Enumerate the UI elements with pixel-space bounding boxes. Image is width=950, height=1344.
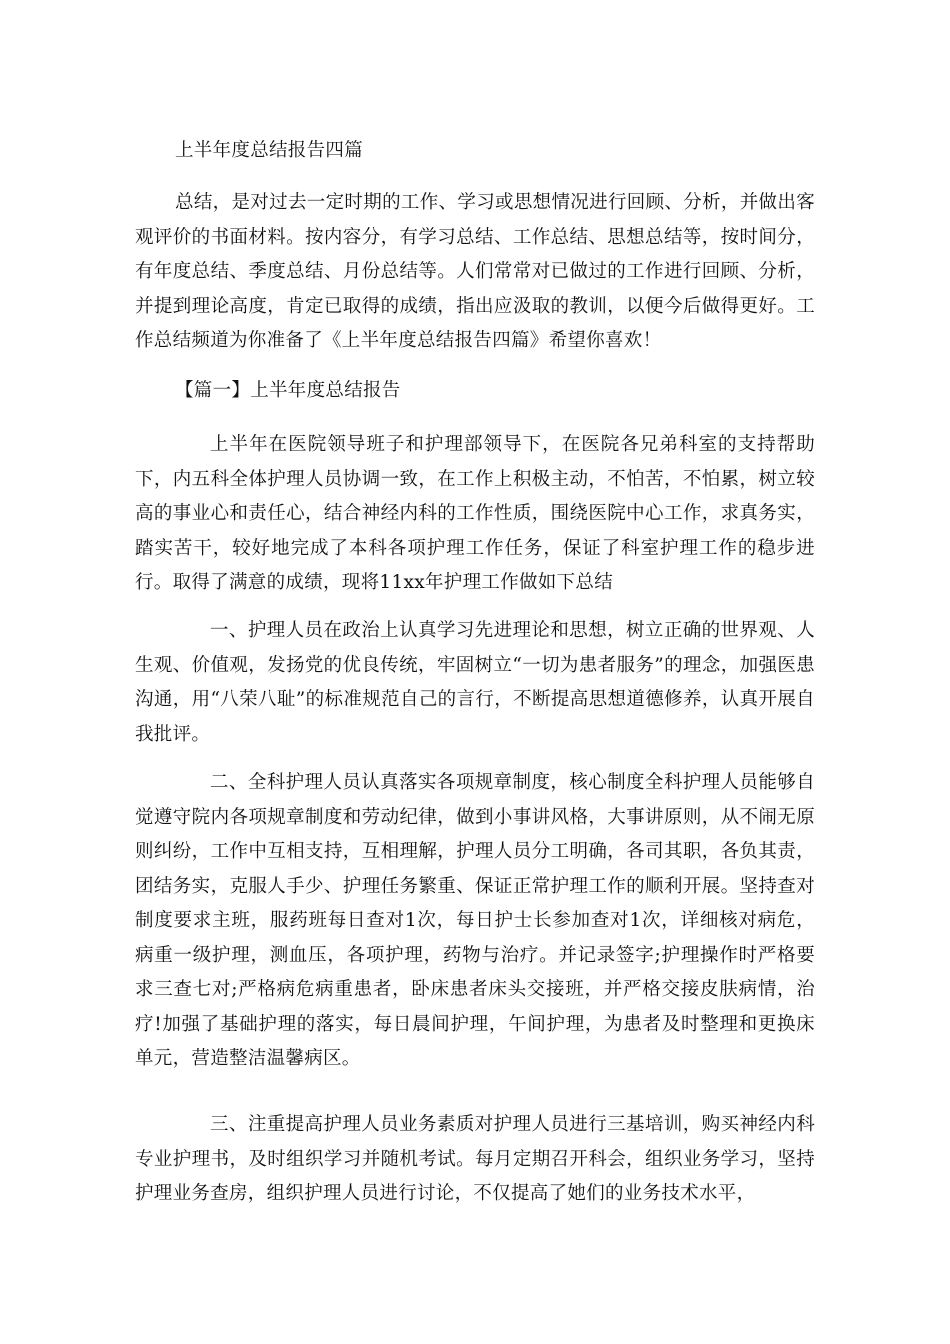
body-paragraph-2: 一、护理人员在政治上认真学习先进理论和思想，树立正确的世界观、人生观、价值观，发扬党的优良传统，牢固树立“一切为患者服务”的理念，加强医患沟通，用“八荣八耻”的标准规范自己的言行，不断提高思想道德修养，认真开展自我批评。	[135, 620, 815, 745]
document-title: 上半年度总结报告四篇	[175, 140, 364, 161]
intro-paragraph: 总结，是对过去一定时期的工作、学习或思想情况进行回顾、分析，并做出客观评价的书面材料。按内容分，有学习总结、工作总结、思想总结等，按时间分，有年度总结、季度总结、月份总结等。人们常常对已做过的工作进行回顾、分析，并提到理论高度，肯定已取得的成绩，指出应汲取的教训，以便今后做得更好。工作总结频道为你准备了《上半年度总结报告四篇》希望你喜欢！	[135, 192, 815, 351]
body-paragraph-3: 二、全科护理人员认真落实各项规章制度，核心制度全科护理人员能够自觉遵守院内各项规章制度和劳动纪律，做到小事讲风格，大事讲原则，从不闹无原则纠纷，工作中互相支持，互相理解，护理人员分工明确，各司其职，各负其责，团结务实，克服人手少、护理任务繁重、保证正常护理工作的顺利开展。坚持查对制度要求主班，服药班每日查对1次，每日护士长参加查对1次，详细核对病危，病重一级护理，测血压，各项护理，药物与治疗。并记录签字;护理操作时严格要求三查七对;严格病危病重患者，卧床患者床头交接班，并严格交接皮肤病情，治疗!加强了基础护理的落实，每日晨间护理，午间护理，为患者及时整理和更换床单元，营造整洁温馨病区。	[135, 772, 815, 1069]
body-paragraph-4: 三、注重提高护理人员业务素质对护理人员进行三基培训，购买神经内科专业护理书，及时组织学习并随机考试。每月定期召开科会，组织业务学习，坚持护理业务查房，组织护理人员进行讨论，不仅提高了她们的业务技术水平，	[135, 1114, 815, 1204]
section-heading: 【篇一】上半年度总结报告	[175, 380, 401, 401]
body-paragraph-1: 上半年在医院领导班子和护理部领导下，在医院各兄弟科室的支持帮助下，内五科全体护理人员协调一致，在工作上积极主动，不怕苦，不怕累，树立较高的事业心和责任心，结合神经内科的工作性质，围绕医院中心工作，求真务实，踏实苦干，较好地完成了本科各项护理工作任务，保证了科室护理工作的稳步进行。取得了满意的成绩，现将11xx年护理工作做如下总结	[135, 434, 815, 593]
